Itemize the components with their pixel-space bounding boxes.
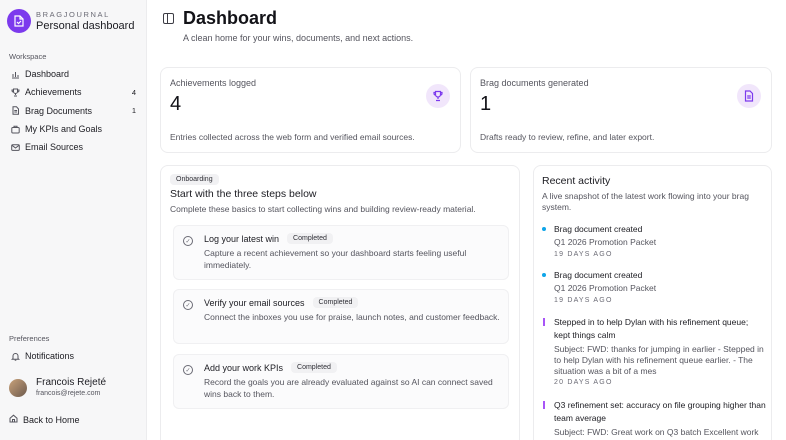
check-circle-icon: ✓ — [183, 236, 193, 246]
document-dot-icon — [542, 273, 546, 277]
back-to-home-label: Back to Home — [23, 414, 80, 425]
activity-subtitle: Q1 2026 Promotion Packet — [554, 283, 657, 293]
onboarding-badge: Onboarding — [170, 174, 219, 185]
step-status-badge: Completed — [313, 297, 359, 308]
user-name: Francois Rejeté — [36, 377, 107, 388]
achievements-stat-card — [160, 67, 461, 153]
sidebar-toggle-icon[interactable] — [163, 13, 174, 24]
sidebar-item-label: Dashboard — [25, 69, 70, 80]
back-to-home-link[interactable] — [9, 414, 80, 425]
activity-item[interactable] — [542, 269, 770, 309]
check-circle-icon: ✓ — [183, 300, 193, 310]
brand[interactable] — [7, 9, 134, 33]
activity-title: Recent activity — [542, 175, 611, 187]
activity-heading: Brag document created — [554, 224, 643, 234]
sidebar-item-count: 1 — [131, 106, 136, 116]
activity-timestamp: 20 DAYS AGO — [554, 379, 613, 386]
home-icon — [9, 414, 18, 425]
activity-item[interactable] — [542, 399, 770, 440]
sidebar-item-brag-documents[interactable] — [5, 102, 140, 120]
bell-icon — [9, 352, 21, 361]
sidebar-item-kpis-and-goals[interactable] — [5, 120, 140, 138]
trophy-icon — [9, 88, 21, 97]
briefcase-icon — [9, 125, 21, 134]
sidebar-item-notifications[interactable] — [5, 347, 140, 365]
stat-description: Drafts ready to review, refine, and later export. — [480, 132, 655, 142]
brag-documents-stat-card — [470, 67, 772, 153]
activity-description: A live snapshot of the latest work flowing into your brag system. — [542, 191, 749, 212]
sidebar-item-label: Achievements — [25, 87, 82, 98]
sidebar-item-label: My KPIs and Goals — [25, 124, 103, 135]
activity-item[interactable] — [542, 316, 770, 391]
recent-activity-card — [533, 165, 772, 440]
check-circle-icon: ✓ — [183, 365, 193, 375]
sidebar-item-achievements[interactable] — [5, 83, 140, 101]
user-profile[interactable] — [9, 377, 139, 399]
onboarding-step-log-win[interactable] — [173, 225, 509, 280]
achievement-marker-icon — [543, 318, 545, 326]
trophy-icon — [426, 84, 450, 108]
activity-subtitle: Q1 2026 Promotion Packet — [554, 237, 657, 247]
onboarding-step-verify-email[interactable] — [173, 289, 509, 344]
notifications-label: Notifications — [25, 351, 75, 362]
stat-label: Achievements logged — [170, 78, 257, 88]
step-description: Record the goals you are already evaluated against so AI can connect saved wins back to them. — [204, 377, 493, 399]
avatar — [9, 379, 27, 397]
brand-subtitle: Personal dashboard — [36, 19, 135, 32]
onboarding-title: Start with the three steps below — [170, 188, 317, 200]
onboarding-description: Complete these basics to start collecting wins and building review-ready material. — [170, 204, 476, 214]
user-email: francois@rejete.com — [36, 390, 101, 397]
achievement-marker-icon — [543, 401, 545, 409]
step-status-badge: Completed — [291, 362, 337, 373]
stat-label: Brag documents generated — [480, 78, 589, 88]
document-icon — [9, 106, 21, 115]
main-content — [148, 0, 786, 440]
activity-subtitle: Subject: FWD: thanks for jumping in earlier - Stepped in to help Dylan with his refinement queue earlier. - The situation was a bit of a mes — [554, 344, 764, 376]
step-title: Verify your email sources — [204, 297, 305, 308]
brand-logo-icon — [7, 9, 31, 33]
sidebar-item-count: 4 — [131, 87, 136, 97]
step-description: Capture a recent achievement so your dashboard starts feeling useful immediately. — [204, 248, 467, 270]
brand-name: BRAGJOURNAL — [36, 9, 110, 19]
document-icon — [737, 84, 761, 108]
onboarding-card — [160, 165, 520, 440]
page-title: Dashboard — [183, 8, 278, 28]
stat-value: 1 — [480, 93, 492, 115]
activity-timestamp: 19 DAYS AGO — [554, 297, 613, 304]
activity-subtitle: Subject: FWD: Great work on Q3 batch Excellent work — [554, 427, 759, 437]
document-dot-icon — [542, 227, 546, 231]
sidebar-item-dashboard[interactable] — [5, 65, 140, 83]
bar-chart-icon — [9, 70, 21, 79]
step-status-badge: Completed — [287, 233, 333, 244]
step-title: Log your latest win — [204, 233, 280, 244]
sidebar-item-label: Brag Documents — [25, 105, 93, 116]
mail-icon — [9, 143, 21, 152]
activity-item[interactable] — [542, 223, 770, 263]
workspace-section-label: Workspace — [9, 52, 47, 61]
step-description: Connect the inboxes you use for praise, launch notes, and customer feedback. — [204, 312, 500, 322]
activity-heading: Stepped in to help Dylan with his refinement queue; kept things calm — [554, 317, 749, 340]
sidebar-nav — [5, 65, 140, 156]
sidebar-item-label: Email Sources — [25, 142, 84, 153]
stat-description: Entries collected across the web form and verified email sources. — [170, 132, 415, 142]
stat-value: 4 — [170, 93, 182, 115]
onboarding-step-add-kpis[interactable] — [173, 354, 509, 409]
preferences-section-label: Preferences — [9, 334, 50, 343]
sidebar-item-email-sources[interactable] — [5, 138, 140, 156]
activity-heading: Q3 refinement set: accuracy on file grouping higher than team average — [554, 400, 766, 423]
page-subtitle: A clean home for your wins, documents, and next actions. — [183, 33, 414, 43]
step-title: Add your work KPIs — [204, 362, 284, 373]
activity-timestamp: 19 DAYS AGO — [554, 251, 613, 258]
sidebar — [0, 0, 147, 440]
activity-heading: Brag document created — [554, 270, 643, 280]
